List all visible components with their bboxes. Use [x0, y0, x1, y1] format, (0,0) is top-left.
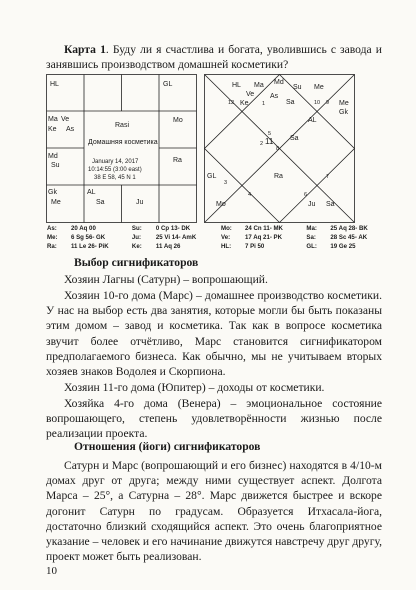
paragraph: Хозяин Лагны (Сатурн) – вопрошающий. [64, 273, 268, 286]
table-row [46, 242, 390, 251]
rasi-hl: HL [50, 81, 59, 88]
rasi-gk: Gk [48, 189, 57, 196]
rasi-ma: Ma [48, 116, 58, 123]
paragraph: Хозяин 11-го дома (Юпитер) – доходы от косметики. [64, 381, 325, 394]
caption-label: Карта 1 [64, 43, 106, 56]
section-heading-relations: Отношения (йоги) сигнификаторов [74, 440, 261, 453]
astrology-charts [46, 74, 362, 224]
rasi-center-date: January 14, 2017 [92, 159, 139, 165]
rasi-center-name: Домашняя косметика [88, 139, 158, 146]
table-cell: Su: [131, 225, 142, 232]
rasi-ke: Ke [48, 126, 57, 133]
north-h9: 9 [326, 100, 330, 106]
north-h1: 1 [262, 101, 266, 107]
north-h10: 10 [314, 100, 321, 106]
north-h6: 6 [304, 192, 308, 198]
table-cell: As: [47, 225, 57, 232]
north-ve: Ve [246, 91, 255, 98]
north-al: AL [308, 117, 317, 124]
rasi-center-coords: 38 E 58, 45 N 1 [94, 175, 136, 181]
rasi-gl: GL [163, 81, 173, 88]
rasi-ju: Ju [136, 199, 144, 206]
table-cell: Ju: [131, 234, 142, 241]
section-heading-significators: Выбор сигнификаторов [74, 256, 199, 269]
table-cell: GL: [306, 243, 317, 250]
north-ma: Ma [254, 82, 264, 89]
rasi-center-title: Rasi [115, 122, 130, 129]
north-h12: 12 [228, 100, 235, 106]
chart-caption [46, 42, 382, 72]
north-h7: 7 [326, 174, 330, 180]
table-cell: Mo: [221, 225, 232, 232]
table-cell: 0 Cp 13- DK [155, 225, 191, 232]
rasi-ve: Ve [61, 116, 70, 123]
table-cell: Ra: [47, 243, 57, 250]
rasi-al: AL [87, 189, 96, 196]
north-h5: 5 [268, 131, 272, 137]
table-cell: 25 Aq 28- BK [330, 225, 368, 232]
north-ju: Ju [308, 201, 316, 208]
north-h2: 2 [260, 141, 264, 147]
north-gl: GL [207, 173, 217, 180]
rasi-su: Su [51, 162, 60, 169]
north-as: As [270, 93, 279, 100]
north-sa: Sa [290, 135, 299, 142]
north-md: Md [274, 79, 284, 86]
rasi-chart-labels [48, 81, 183, 206]
table-cell: Ke: [131, 243, 142, 250]
rasi-center-time: 10:14:55 (3:00 east) [88, 167, 142, 173]
table-cell: 25 Vi 14- AmK [155, 234, 197, 241]
table-cell: 24 Cn 11- MK [245, 225, 283, 232]
paragraph: Сатурн и Марс (вопрошающий и его бизнес) находятся в 4/10-м домах друг от друга; между ними существует аспект. Долгота Марса – 25°, а Сатурна – 28°. Марс движется быстрее и вскоре догонит Сатурн по градусам. Образуется Итхасала-йога, достаточно близкий сходящийся аспект. Это очень благоприятное указание – человек и его начинание движутся навстречу друг другу, проект может быть реализован. [46, 459, 382, 564]
table-row [46, 224, 390, 233]
north-h4: 4 [248, 192, 252, 198]
north-sa-top: Sa [286, 99, 295, 106]
north-ra: Ra [274, 173, 283, 180]
rasi-sa: Sa [96, 199, 105, 206]
north-ke: Ke [240, 100, 249, 107]
table-cell: 11 Aq 26 [155, 243, 181, 250]
table-cell: 6 Sg 56- GK [71, 234, 106, 241]
planet-positions-table [46, 224, 390, 251]
table-cell: Sa: [306, 234, 316, 241]
rasi-as: As [66, 126, 75, 133]
page-number: 10 [46, 565, 57, 577]
table-cell: 17 Aq 21- PK [245, 234, 283, 241]
table-cell: Ma: [306, 225, 317, 232]
rasi-me: Me [51, 199, 61, 206]
north-h8: 8 [276, 146, 280, 152]
table-cell: 28 Sc 45- AK [330, 234, 368, 241]
north-h11: 11 [265, 137, 274, 146]
north-gk: Gk [339, 109, 348, 116]
table-cell: 7 Pi 50 [245, 243, 265, 250]
north-me-right: Me [339, 100, 349, 107]
rasi-md: Md [48, 153, 58, 160]
north-mo: Mo [216, 201, 226, 208]
table-cell: 20 Aq 00 [71, 225, 96, 232]
rasi-ra: Ra [173, 157, 182, 164]
table-cell: 19 Ge 25 [330, 243, 356, 250]
north-me: Me [314, 84, 324, 91]
caption-text: . Буду ли я счастлива и богата, уволившись с завода и занявшись производством домашней косметики? [46, 43, 382, 72]
paragraph: Хозяин 10-го дома (Марс) – домашнее производство косметики. У нас на выбор есть два занятия, которые могли бы быть показаны этим домом – завод и косметика. Так как в вопросе косметика звучит более отчётливо, Марс становится сигнификатором предполагаемого бизнеса. Как обычно, мы не учитываем вторых хозяев знаков Водолея и Скорпиона. [46, 289, 382, 379]
north-h3: 3 [224, 180, 228, 186]
table-cell: 11 Le 26- PiK [71, 243, 109, 250]
table-row [46, 233, 390, 242]
table-cell: Me: [47, 234, 58, 241]
table-cell: Ve: [221, 234, 231, 241]
north-hl: HL [232, 82, 241, 89]
north-su: Su [293, 84, 302, 91]
north-sa-bottom: Sa [326, 201, 335, 208]
table-cell: HL: [221, 243, 232, 250]
paragraph: Хозяйка 4-го дома (Венера) – эмоциональное состояние вопрошающего, степень удовлетворённости жизнью после реализации проекта. [46, 397, 382, 441]
rasi-mo: Mo [173, 117, 183, 124]
